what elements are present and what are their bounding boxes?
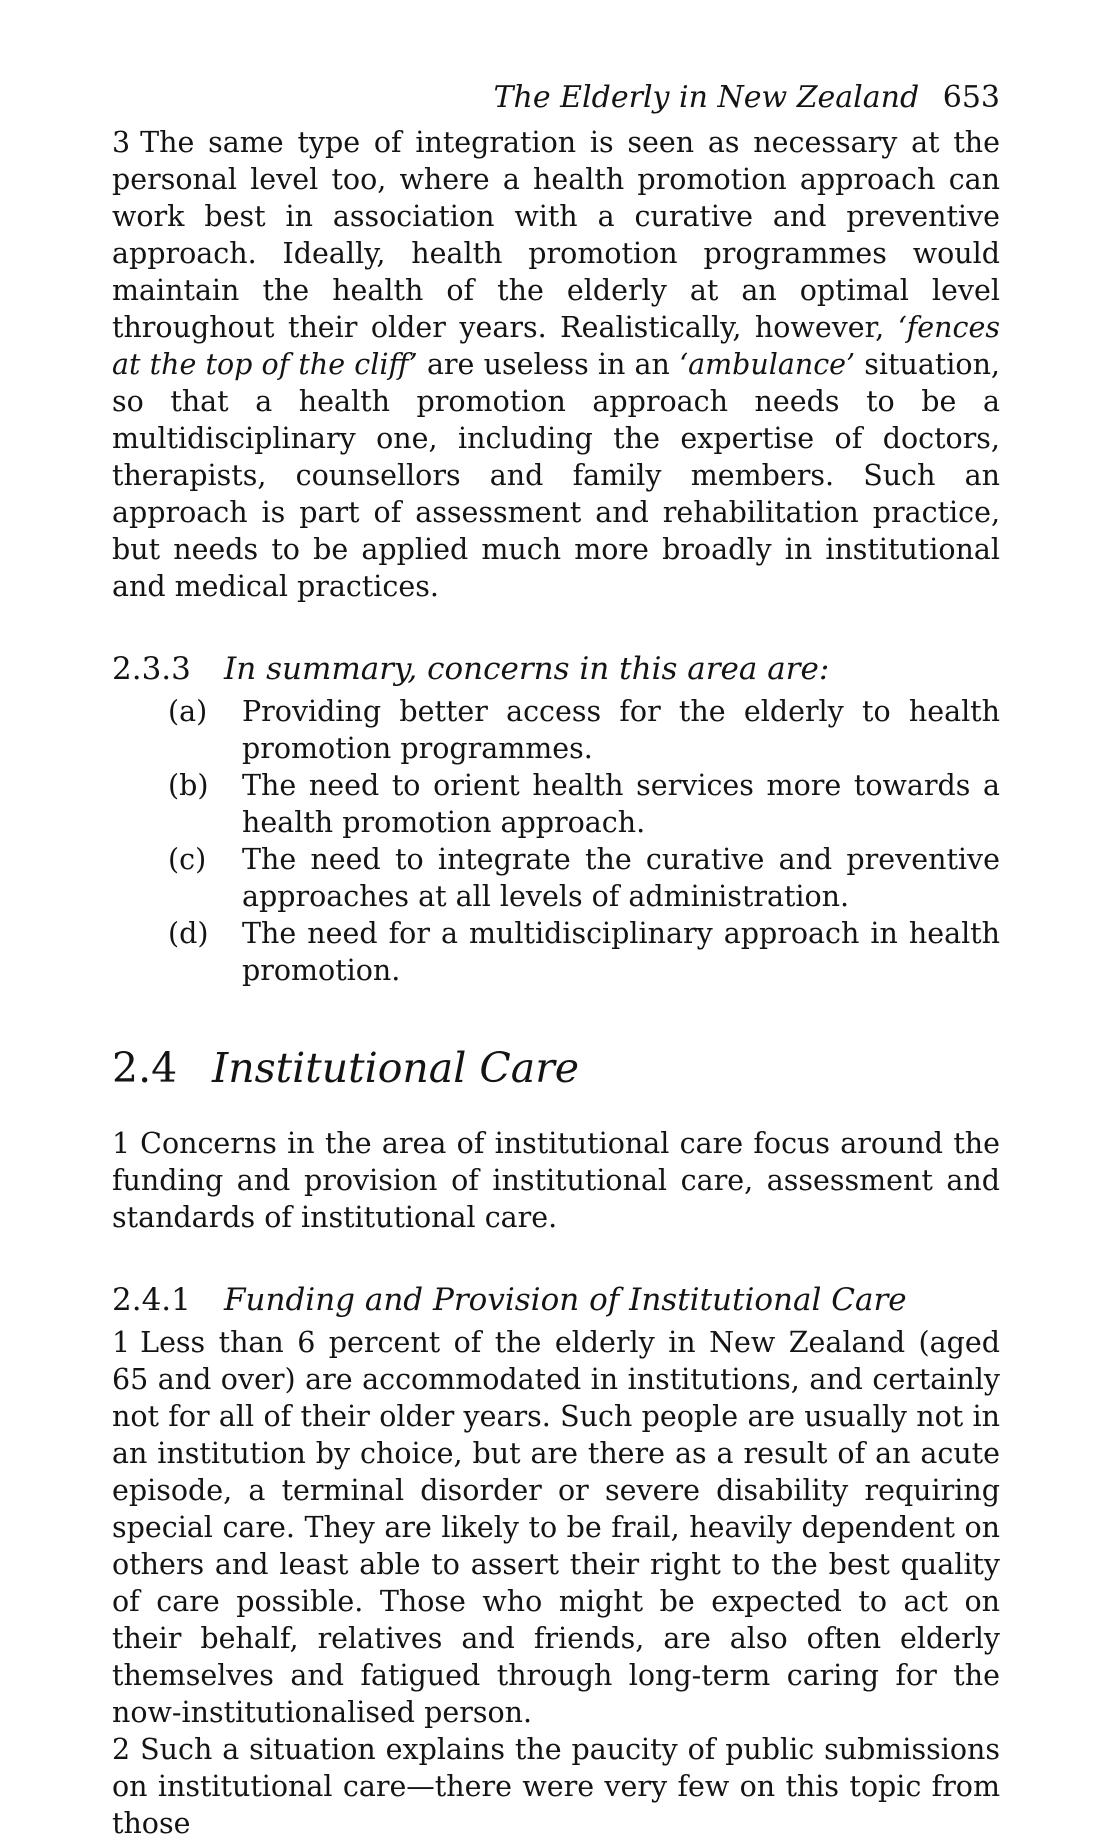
paragraph-text: The same type of integration is seen as necessary at the personal level too, where a health promotion approach can work best in association with a curative and preventive approach. Ideally, health promotion programmes would maintain the health of the elderly at an optimal level throughout their older years. Realistically, however, bbox=[112, 126, 1000, 344]
section-heading bbox=[112, 1043, 1000, 1093]
paragraph-text: situation, so that a health promotion approach needs to be a multidisciplinary one, including the expertise of doctors, therapists, counsellors and family members. Such an approach is part of assessment and rehabilitation practice, but needs to be applied much more broadly in institutional and medical practices. bbox=[112, 348, 1000, 603]
paragraph-number: 3 bbox=[112, 126, 131, 159]
section-number: 2.4.1 bbox=[112, 1282, 191, 1318]
section-title: Institutional Care bbox=[212, 1044, 580, 1092]
running-head bbox=[112, 80, 1000, 116]
list-item-text: The need to integrate the curative and preventive approaches at all levels of administration. bbox=[242, 843, 1000, 913]
paragraph-number: 1 bbox=[112, 1326, 131, 1359]
list-item-label: (d) bbox=[168, 917, 209, 950]
page-number: 653 bbox=[942, 80, 1000, 115]
list-item bbox=[112, 841, 1000, 915]
paragraph-number: 1 bbox=[112, 1127, 131, 1160]
list-item bbox=[112, 915, 1000, 989]
paragraph-text: Concerns in the area of institutional care focus around the funding and provision of institutional care, assessment and standards of institutional care. bbox=[112, 1127, 1000, 1234]
paragraph-text: are useless in an bbox=[417, 348, 680, 381]
subsection-paragraph-2 bbox=[112, 1731, 1000, 1842]
list-item-label: (a) bbox=[168, 695, 208, 728]
section-title: Funding and Provision of Institutional Care bbox=[224, 1282, 907, 1318]
paragraph-3 bbox=[112, 124, 1000, 605]
list-item-label: (b) bbox=[168, 769, 209, 802]
section-title: In summary, concerns in this area are: bbox=[224, 651, 830, 687]
paragraph-text: Less than 6 percent of the elderly in New Zealand (aged 65 and over) are accommodated in institutions, and certainly not for all of their older years. Such people are usually not in an institution by choice, but are there as a result of an acute episode, a terminal disorder or severe disability requiring special care. They are likely to be frail, heavily dependent on others and least able to assert their right to the best quality of care possible. Those who might be expected to act on their behalf, relatives and friends, are also often elderly themselves and fatigued through long-term caring for the now-institutionalised person. bbox=[112, 1326, 1000, 1729]
italic-phrase: ‘ambulance’ bbox=[679, 348, 856, 381]
document-page bbox=[112, 80, 1000, 1842]
summary-heading bbox=[112, 649, 1000, 689]
list-item-label: (c) bbox=[168, 843, 207, 876]
paragraph-number: 2 bbox=[112, 1733, 131, 1766]
list-item-text: Providing better access for the elderly to health promotion programmes. bbox=[242, 695, 1000, 765]
italic-phrase: ‘fences at the top of the cliff’ bbox=[112, 311, 1000, 381]
list-item bbox=[112, 693, 1000, 767]
list-item-text: The need for a multidisciplinary approach in health promotion. bbox=[242, 917, 1000, 987]
list-item-text: The need to orient health services more towards a health promotion approach. bbox=[242, 769, 1000, 839]
section-number: 2.3.3 bbox=[112, 651, 191, 687]
subsection-heading bbox=[112, 1280, 1000, 1320]
paragraph-text: Such a situation explains the paucity of public submissions on institutional care—there were very few on this topic from those bbox=[112, 1733, 1000, 1840]
subsection-paragraph-1 bbox=[112, 1324, 1000, 1731]
summary-list bbox=[112, 693, 1000, 989]
section-number: 2.4 bbox=[112, 1044, 178, 1092]
list-item bbox=[112, 767, 1000, 841]
running-head-title: The Elderly in New Zealand bbox=[493, 80, 920, 115]
section-paragraph-1 bbox=[112, 1125, 1000, 1236]
